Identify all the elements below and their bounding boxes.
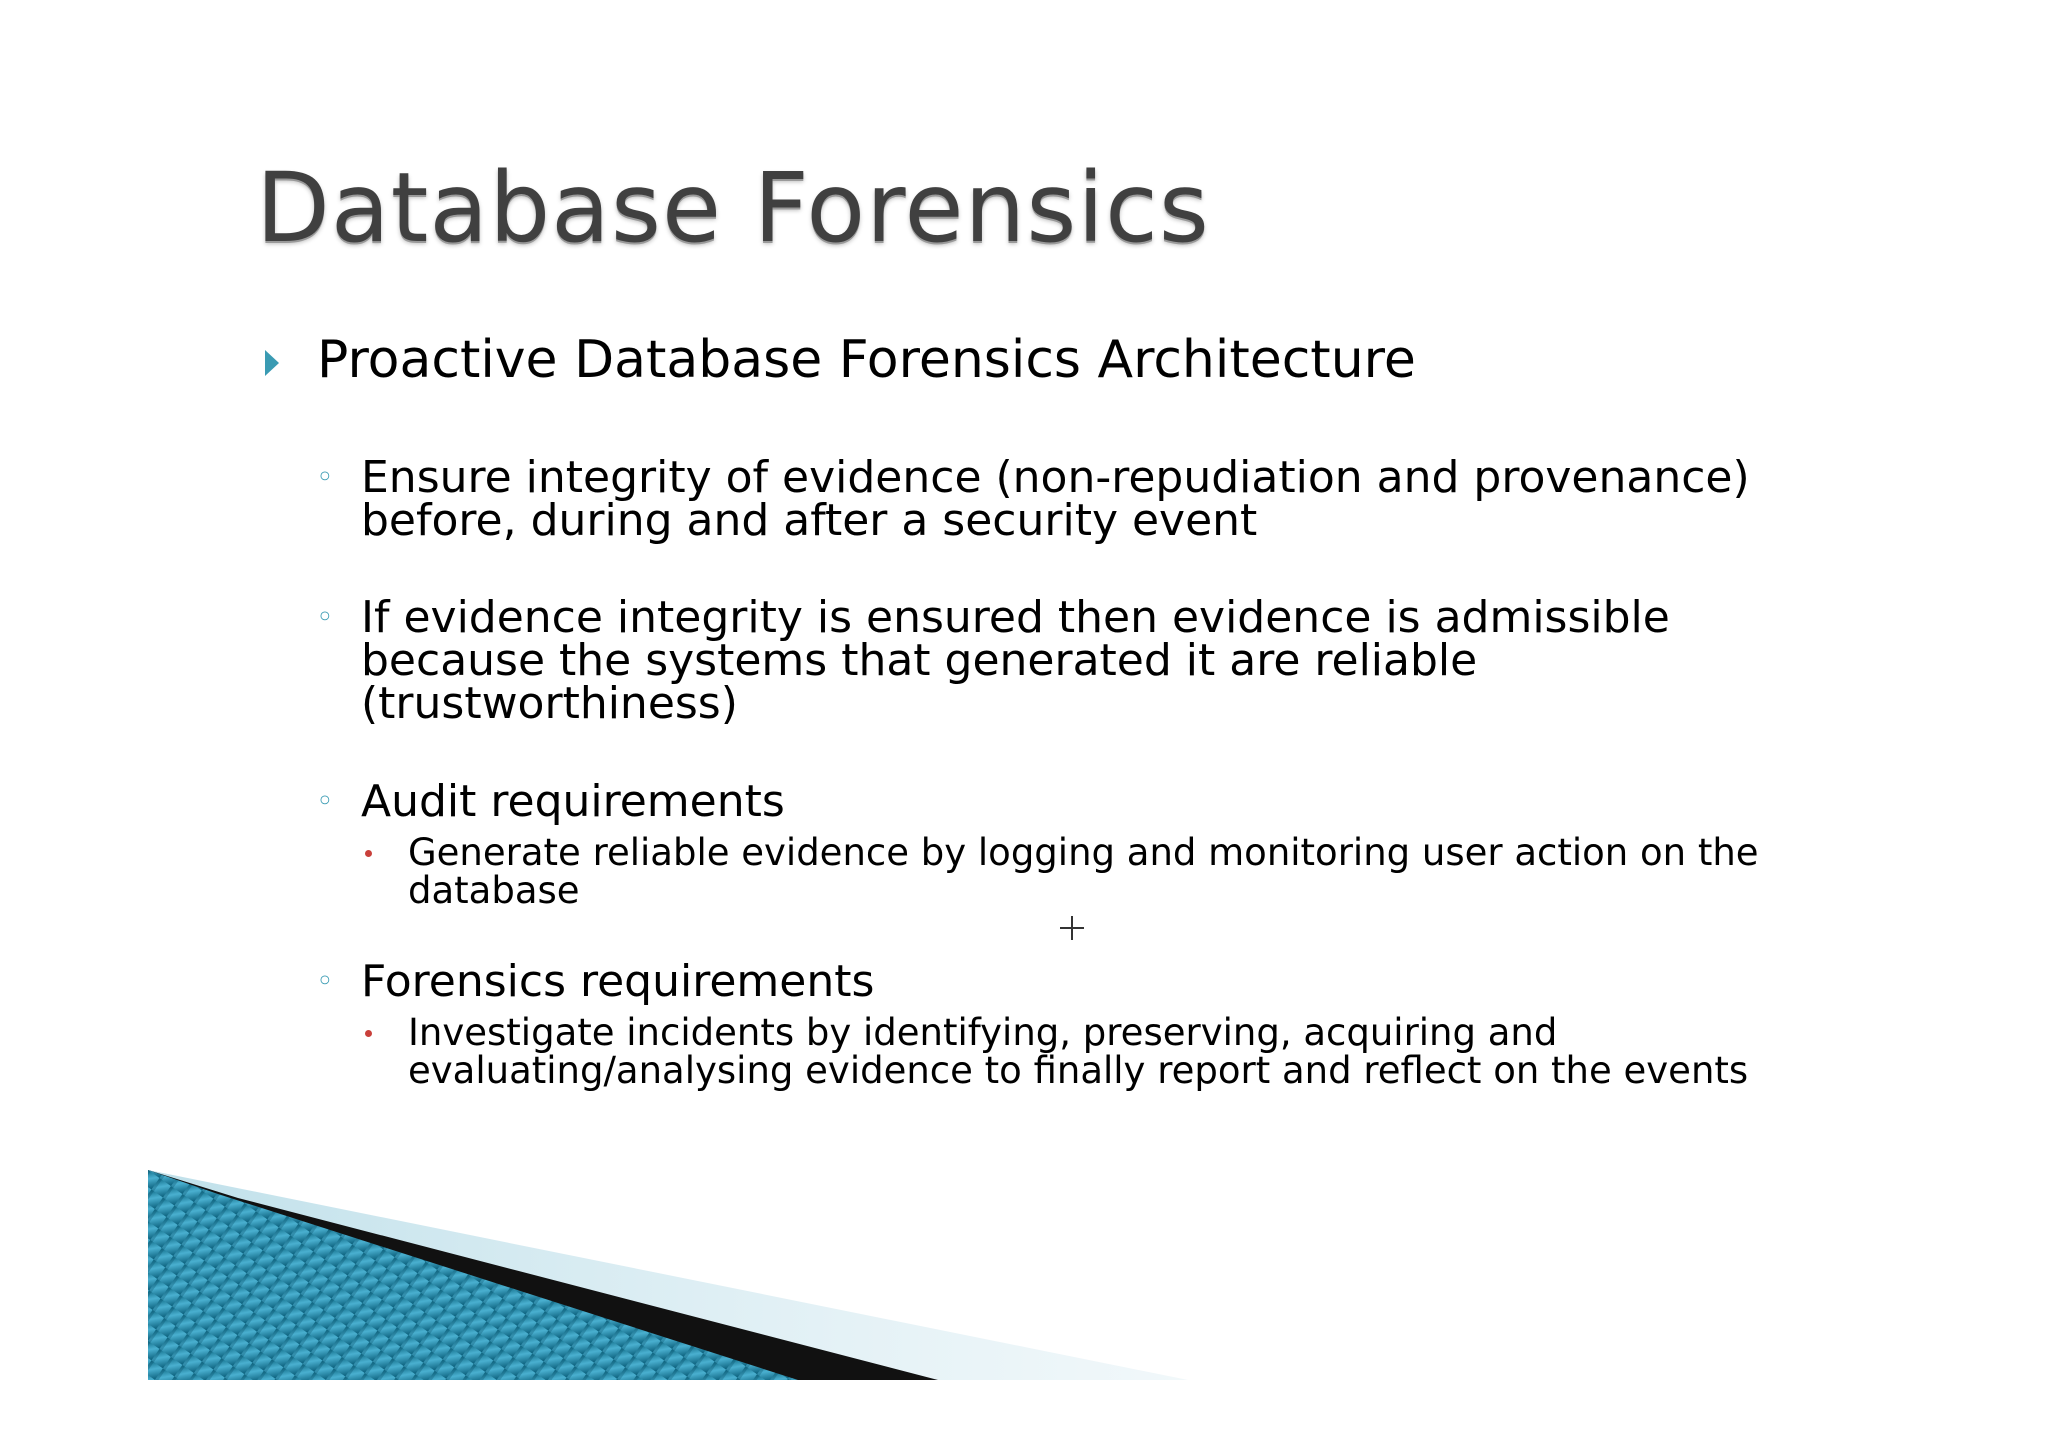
sub-bullet-text	[408, 831, 1759, 912]
triangle-right-icon	[265, 350, 279, 376]
bullet-text	[361, 592, 1670, 729]
text-line: Generate reliable evidence by logging and monitoring user action on the	[408, 831, 1759, 874]
sub-bullet-text	[408, 1011, 1749, 1092]
text-line: because the systems that generated it are reliable	[361, 635, 1478, 686]
bullet-text	[361, 956, 875, 1007]
hollow-circle-icon: ◦	[316, 964, 334, 999]
hollow-circle-icon: ◦	[316, 784, 334, 819]
decorative-wedge	[148, 1170, 1188, 1380]
bullet-text	[361, 776, 785, 827]
text-line: If evidence integrity is ensured then evidence is admissible	[361, 592, 1670, 643]
hollow-circle-icon: ◦	[316, 600, 334, 635]
text-line: Audit requirements	[361, 776, 785, 827]
heading-text: Proactive Database Forensics Architecture	[317, 330, 1416, 390]
text-line: database	[408, 869, 580, 912]
text-line: before, during and after a security event	[361, 495, 1258, 546]
dot-icon	[365, 1030, 372, 1037]
text-line: (trustworthiness)	[361, 678, 738, 729]
crosshair-cursor-icon	[1060, 916, 1084, 940]
dot-icon	[365, 850, 372, 857]
hollow-circle-icon: ◦	[316, 460, 334, 495]
bullet-text	[361, 452, 1750, 546]
text-line: Investigate incidents by identifying, preserving, acquiring and	[408, 1011, 1558, 1054]
slide-title: Database Forensics	[256, 152, 1210, 264]
text-line: Ensure integrity of evidence (non-repudiation and provenance)	[361, 452, 1750, 503]
text-line: evaluating/analysing evidence to finally report and reflect on the events	[408, 1049, 1749, 1092]
text-line: Forensics requirements	[361, 956, 875, 1007]
heading-bullet-item	[265, 330, 1416, 390]
